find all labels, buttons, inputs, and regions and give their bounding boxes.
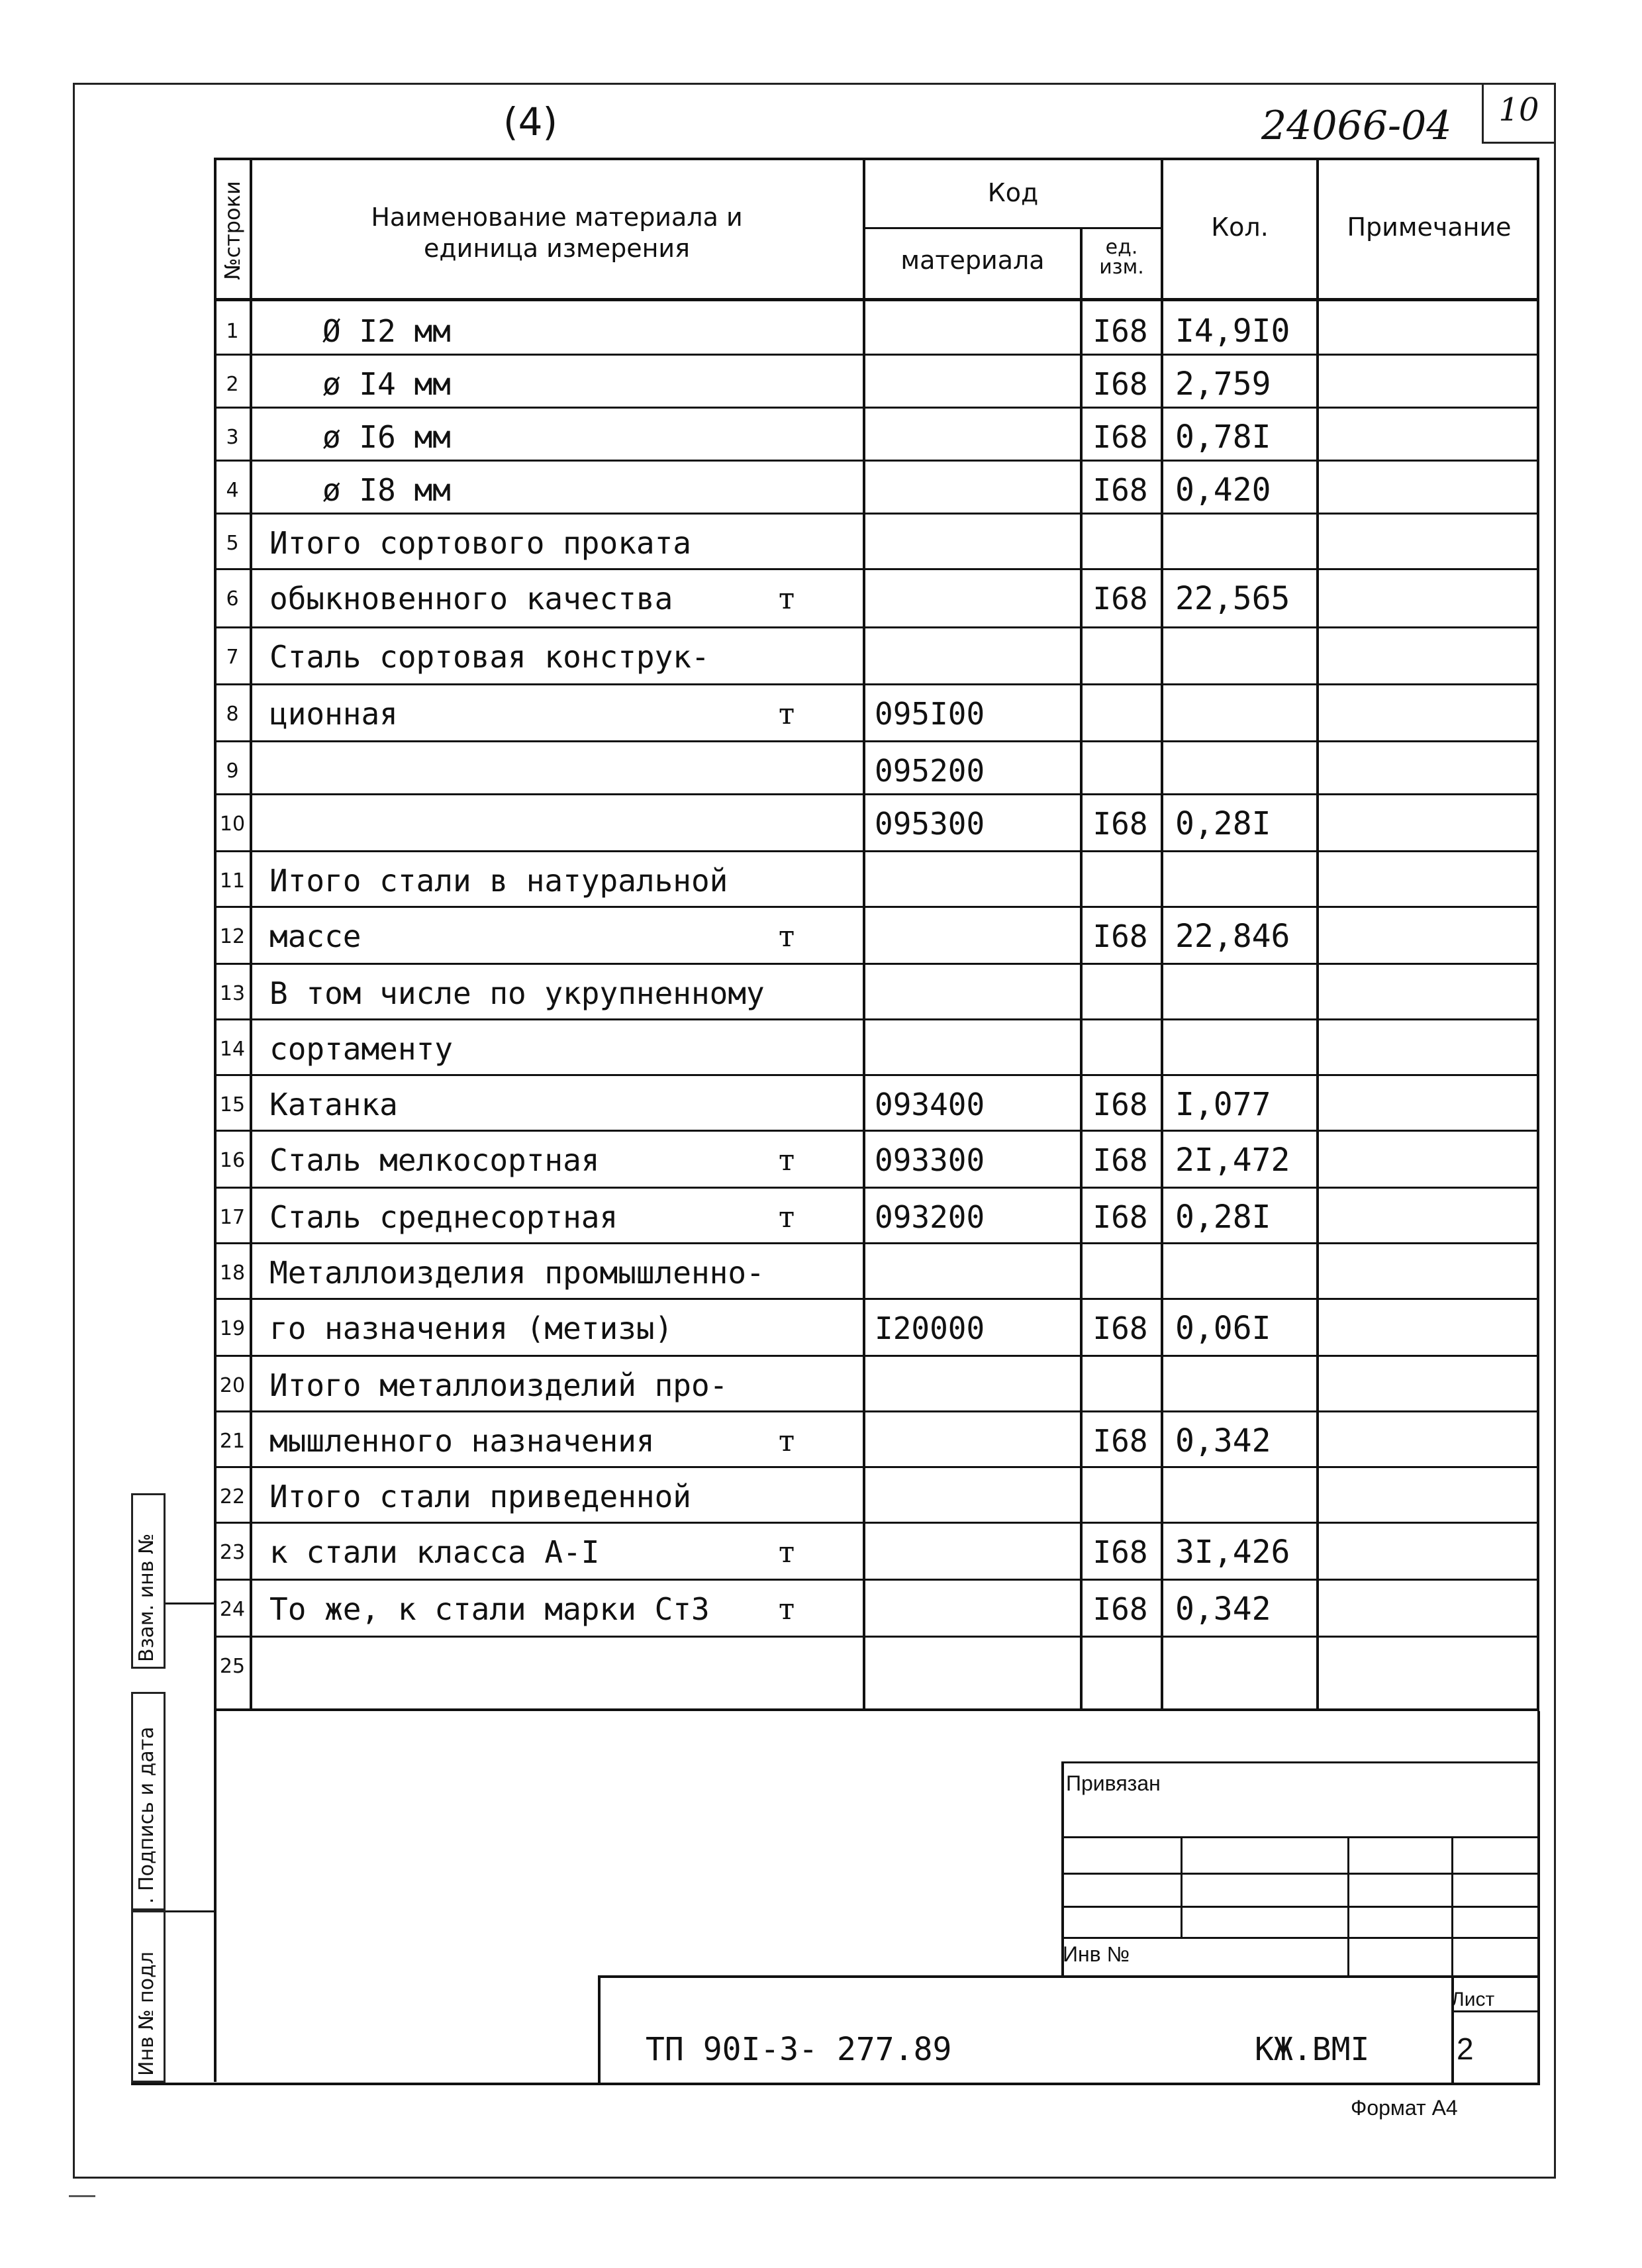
table-row: [214, 686, 1539, 742]
quantity-cell: [1161, 1357, 1331, 1413]
unit-code-cell: I68: [1092, 918, 1148, 954]
material-code-cell: [863, 1524, 1093, 1580]
header-note: Примечание: [1347, 213, 1512, 242]
unit-code-cell: [1080, 853, 1161, 909]
material-name-cell: Сталь среднесортная: [269, 1199, 618, 1235]
table-row: [214, 1077, 1539, 1132]
row-divider: [214, 1410, 1539, 1412]
stamp-connector: [166, 1602, 215, 1604]
table-row: [214, 1469, 1539, 1524]
row-divider: [214, 963, 1539, 965]
unit-cell: [767, 796, 806, 852]
row-number-cell: 9: [226, 759, 239, 783]
material-name-cell: Металлоизделия промышленно-: [269, 1255, 765, 1291]
row-divider: [214, 354, 1539, 356]
note-cell: [1316, 686, 1539, 742]
unit-code-cell: [1080, 965, 1161, 1021]
material-code-cell: [863, 1413, 1093, 1469]
row-number-cell: 2: [226, 372, 239, 396]
unit-code-cell: I68: [1092, 1534, 1148, 1570]
quantity-cell: [1161, 1638, 1331, 1694]
unit-cell: т: [778, 919, 795, 954]
quantity-cell: 0,342: [1175, 1422, 1271, 1459]
quantity-cell: 0,342: [1175, 1591, 1271, 1628]
note-cell: [1316, 462, 1539, 518]
row-number-cell: 14: [219, 1037, 246, 1061]
note-cell: [1316, 796, 1539, 852]
unit-cell: т: [778, 697, 795, 731]
unit-code-cell: I68: [1092, 313, 1148, 349]
note-cell: [1316, 965, 1539, 1021]
unit-cell: т: [778, 1143, 795, 1177]
unit-code-cell: I68: [1092, 366, 1148, 402]
row-divider: [214, 626, 1539, 628]
row-number-cell: 21: [219, 1429, 246, 1453]
note-cell: [1316, 1581, 1539, 1637]
row-number-cell: 19: [219, 1316, 246, 1340]
quantity-cell: 2I,472: [1175, 1142, 1290, 1179]
row-divider: [214, 513, 1539, 515]
table-row: [214, 1132, 1539, 1188]
unit-code-cell: I68: [1092, 1199, 1148, 1235]
table-row: [214, 853, 1539, 909]
material-code-cell: [863, 853, 1093, 909]
table-row: [214, 629, 1539, 685]
table-row: [214, 1021, 1539, 1077]
unit-code-cell: I68: [1092, 806, 1148, 842]
material-name-cell: ø I6 мм: [322, 419, 451, 455]
quantity-cell: [1161, 515, 1331, 571]
material-name-cell: ционная: [269, 696, 398, 732]
row-number-cell: 20: [219, 1373, 246, 1397]
unit-code-cell: I68: [1092, 1310, 1148, 1346]
stamp-signature-date-label: . Подпись и дата: [135, 1726, 158, 1904]
note-cell: [1316, 1524, 1539, 1580]
quantity-cell: [1161, 743, 1331, 799]
unit-cell: [767, 629, 806, 685]
quantity-cell: 0,28I: [1175, 805, 1271, 842]
row-divider: [214, 793, 1539, 795]
row-number-cell: 7: [226, 645, 239, 669]
quantity-cell: [1161, 629, 1331, 685]
quantity-cell: 0,28I: [1175, 1199, 1271, 1236]
table-row: [214, 1245, 1539, 1301]
material-code-cell: [863, 409, 1093, 465]
title-main-top-line: [598, 1975, 1539, 1978]
row-divider: [214, 1355, 1539, 1357]
unit-code-cell: [1080, 629, 1161, 685]
unit-cell: [767, 1469, 806, 1524]
note-cell: [1316, 515, 1539, 571]
unit-cell: т: [778, 1200, 795, 1234]
sheet-value: 2: [1457, 2032, 1474, 2066]
table-row: [214, 1581, 1539, 1637]
table-row: [214, 909, 1539, 964]
unit-cell: [767, 965, 806, 1021]
row-divider: [214, 1466, 1539, 1468]
material-name-cell: ø I4 мм: [322, 366, 451, 402]
material-code-cell: [863, 356, 1093, 412]
table-row: [214, 743, 1539, 799]
note-cell: [1316, 853, 1539, 909]
row-divider: [214, 1636, 1539, 1638]
privyazan-line-2: [1061, 1873, 1539, 1875]
privyazan-col-1: [1181, 1836, 1183, 1939]
unit-code-cell: I68: [1092, 1591, 1148, 1627]
note-cell: [1316, 1077, 1539, 1132]
table-row: [214, 1357, 1539, 1413]
material-code-cell: [863, 303, 1093, 359]
material-code-cell: [863, 1469, 1093, 1524]
row-divider: [214, 1074, 1539, 1076]
unit-cell: [767, 409, 806, 465]
material-code-cell: [863, 909, 1093, 964]
material-code-cell: [863, 571, 1093, 626]
row-number-cell: 24: [219, 1597, 246, 1621]
title-main-left-line: [598, 1975, 601, 2085]
row-divider: [214, 1298, 1539, 1300]
privyazan-top-line: [1061, 1761, 1539, 1763]
note-cell: [1316, 1469, 1539, 1524]
unit-cell: т: [778, 1592, 795, 1626]
unit-code-cell: [1080, 1357, 1161, 1413]
unit-code-cell: [1080, 515, 1161, 571]
format-label: Формат А4: [1351, 2096, 1458, 2120]
row-number-cell: 16: [219, 1148, 246, 1172]
unit-cell: [767, 303, 806, 359]
unit-cell: [767, 515, 806, 571]
table-row: [214, 1638, 1539, 1694]
table-row: [214, 303, 1539, 359]
unit-cell: [767, 1245, 806, 1301]
material-code-cell: [863, 1638, 1093, 1694]
row-number-cell: 10: [219, 812, 246, 836]
material-name-cell: массе: [269, 918, 362, 954]
row-number-cell: 22: [219, 1485, 246, 1508]
table-row: [214, 462, 1539, 518]
title-left-line: [214, 1711, 217, 2082]
header-unit-code-1: ед.: [1105, 236, 1138, 259]
material-name-cell: [269, 796, 945, 852]
privyazan-line-4: [1061, 1937, 1539, 1939]
unit-code-cell: I68: [1092, 419, 1148, 455]
material-name-cell: мышленного назначения: [269, 1423, 655, 1459]
title-right-line: [1537, 1711, 1540, 2085]
quantity-cell: 0,06I: [1175, 1310, 1271, 1347]
quantity-cell: [1161, 1469, 1331, 1524]
row-number-cell: 6: [226, 587, 239, 611]
row-number-cell: 4: [226, 478, 239, 502]
table-row: [214, 356, 1539, 412]
sheet-mark: (4): [503, 99, 558, 144]
unit-cell: [767, 1357, 806, 1413]
row-number-cell: 25: [219, 1654, 246, 1678]
sheet-number: 10: [1498, 91, 1539, 128]
project-designation: ТП 90I-3- 277.89: [646, 2031, 952, 2068]
row-number-cell: 17: [219, 1205, 246, 1229]
header-code: Код: [987, 178, 1039, 207]
unit-cell: [767, 1077, 806, 1132]
material-name-cell: сортаменту: [269, 1031, 453, 1067]
privyazan-line-3: [1061, 1906, 1539, 1908]
note-cell: [1316, 909, 1539, 964]
quantity-cell: 0,78I: [1175, 419, 1271, 456]
table-row: [214, 571, 1539, 626]
unit-cell: [767, 1021, 806, 1077]
row-divider: [214, 568, 1539, 570]
row-divider: [214, 683, 1539, 685]
header-name-line2: единица измерения: [424, 234, 690, 263]
material-code-cell: [863, 1357, 1093, 1413]
material-code-cell: [863, 1245, 1093, 1301]
material-name-cell: Катанка: [269, 1087, 398, 1122]
quantity-cell: [1161, 1021, 1331, 1077]
table-row: [214, 515, 1539, 571]
quantity-cell: 3I,426: [1175, 1534, 1290, 1571]
row-divider: [214, 460, 1539, 462]
row-number-cell: 15: [219, 1093, 246, 1116]
unit-cell: т: [778, 1535, 795, 1569]
stamp-inv-podl-label: Инв № подл: [135, 1951, 158, 2076]
privyazan-label: Привязан: [1066, 1771, 1161, 1795]
material-name-cell: Сталь сортовая конструк-: [269, 639, 710, 675]
note-cell: [1316, 1245, 1539, 1301]
note-cell: [1316, 1189, 1539, 1245]
row-number-cell: 11: [219, 869, 246, 893]
unit-code-cell: I68: [1092, 1142, 1148, 1178]
quantity-cell: I4,9I0: [1175, 313, 1290, 350]
unit-code-cell: [1080, 686, 1161, 742]
row-divider: [214, 1018, 1539, 1020]
table-row: [214, 1301, 1539, 1356]
table-row: [214, 409, 1539, 465]
material-name-cell: То же, к стали марки Ст3: [269, 1591, 710, 1627]
header-name-line1: Наименование материала и: [371, 203, 743, 232]
privyazan-col-2: [1347, 1836, 1349, 1977]
quantity-cell: 2,759: [1175, 366, 1271, 403]
unit-code-cell: [1080, 1469, 1161, 1524]
row-number-cell: 23: [219, 1540, 246, 1564]
unit-code-cell: I68: [1092, 472, 1148, 508]
row-divider: [214, 1187, 1539, 1189]
table-row: [214, 965, 1539, 1021]
header-qty: Кол.: [1211, 213, 1269, 242]
material-name-cell: Сталь мелкосортная: [269, 1142, 600, 1178]
header-material: материала: [900, 246, 1045, 275]
table-row: [214, 1524, 1539, 1580]
unit-cell: [767, 356, 806, 412]
quantity-cell: 0,420: [1175, 471, 1271, 509]
header-divider-code: [863, 227, 1162, 229]
table-row: [214, 1413, 1539, 1469]
table-row: [214, 1189, 1539, 1245]
note-cell: [1316, 629, 1539, 685]
material-code-cell: 095200: [875, 753, 985, 789]
unit-code-cell: [1080, 1021, 1161, 1077]
unit-cell: [767, 1301, 806, 1356]
row-number-cell: 12: [219, 924, 246, 948]
row-number-cell: 18: [219, 1261, 246, 1285]
material-name-cell: Итого сортового проката: [269, 525, 691, 561]
row-number-cell: 3: [226, 425, 239, 449]
quantity-cell: [1161, 1245, 1331, 1301]
unit-code-cell: [1080, 1638, 1161, 1694]
material-name-cell: Итого стали в натуральной: [269, 863, 728, 899]
stamp-vzam-inv-label: Взам. инв №: [135, 1533, 158, 1662]
row-divider: [214, 740, 1539, 742]
unit-cell: [767, 1638, 806, 1694]
header-unit-code-2: изм.: [1099, 256, 1144, 279]
row-number-cell: 5: [226, 531, 239, 555]
note-cell: [1316, 409, 1539, 465]
material-code-cell: [863, 515, 1093, 571]
material-name-cell: [269, 1638, 945, 1694]
material-code-cell: 093200: [875, 1199, 985, 1235]
unit-cell: т: [778, 581, 795, 616]
quantity-cell: [1161, 853, 1331, 909]
section-code: КЖ.ВМI: [1255, 2031, 1370, 2068]
row-divider: [214, 1130, 1539, 1132]
note-cell: [1316, 1357, 1539, 1413]
material-code-cell: 095I00: [875, 696, 985, 732]
row-divider: [214, 1579, 1539, 1581]
material-code-cell: 095300: [875, 806, 985, 842]
row-divider: [214, 407, 1539, 409]
unit-code-cell: I68: [1092, 1087, 1148, 1122]
privyazan-line-1: [1061, 1836, 1539, 1838]
unit-code-cell: [1080, 1245, 1161, 1301]
material-name-cell: Итого металлоизделий про-: [269, 1367, 728, 1403]
quantity-cell: I,077: [1175, 1086, 1271, 1123]
quantity-cell: [1161, 686, 1331, 742]
inv-number-label: Инв №: [1063, 1942, 1130, 1966]
privyazan-col-3: [1451, 1836, 1453, 1977]
material-name-cell: обыкновенного качества: [269, 581, 673, 616]
unit-cell: [767, 743, 806, 799]
row-divider: [214, 1242, 1539, 1244]
note-cell: [1316, 1021, 1539, 1077]
note-cell: [1316, 743, 1539, 799]
header-row-number: №строки: [220, 180, 245, 280]
material-code-cell: [863, 1021, 1093, 1077]
row-divider: [214, 850, 1539, 852]
material-name-cell: к стали класса А-I: [269, 1534, 600, 1570]
material-code-cell: 093400: [875, 1087, 985, 1122]
scan-mark: [69, 2195, 95, 2197]
material-name-cell: Итого стали приведенной: [269, 1479, 691, 1514]
quantity-cell: 22,565: [1175, 580, 1290, 617]
unit-cell: т: [778, 1424, 795, 1458]
quantity-cell: [1161, 965, 1331, 1021]
note-cell: [1316, 1132, 1539, 1188]
row-number-cell: 8: [226, 702, 239, 726]
note-cell: [1316, 571, 1539, 626]
stamp-connector-2: [166, 1910, 215, 1912]
sheet-label: Лист: [1451, 1989, 1495, 2010]
unit-cell: [767, 462, 806, 518]
material-name-cell: В том числе по укрупненному: [269, 975, 765, 1011]
header-bottom-line: [214, 298, 1539, 301]
material-code-cell: [863, 965, 1093, 1021]
note-cell: [1316, 1301, 1539, 1356]
material-code-cell: [863, 462, 1093, 518]
material-code-cell: 093300: [875, 1142, 985, 1178]
row-divider: [214, 1522, 1539, 1524]
note-cell: [1316, 356, 1539, 412]
doc-number: 24066-04: [1261, 103, 1452, 149]
unit-cell: [767, 853, 806, 909]
row-number-cell: 1: [226, 319, 239, 343]
material-code-cell: I20000: [875, 1310, 985, 1346]
material-name-cell: го назначения (метизы): [269, 1310, 673, 1346]
unit-code-cell: [1080, 743, 1161, 799]
title-bottom-line: [131, 2083, 1540, 2085]
material-name-cell: Ø I2 мм: [322, 313, 451, 349]
row-number-cell: 13: [219, 981, 246, 1005]
material-name-cell: [269, 743, 945, 799]
material-name-cell: ø I8 мм: [322, 472, 451, 508]
row-divider: [214, 906, 1539, 908]
material-code-cell: [863, 1581, 1093, 1637]
note-cell: [1316, 1413, 1539, 1469]
note-cell: [1316, 303, 1539, 359]
note-cell: [1316, 1638, 1539, 1694]
material-code-cell: [863, 629, 1093, 685]
unit-code-cell: I68: [1092, 581, 1148, 616]
table-row: [214, 796, 1539, 852]
quantity-cell: 22,846: [1175, 918, 1290, 955]
unit-code-cell: I68: [1092, 1423, 1148, 1459]
